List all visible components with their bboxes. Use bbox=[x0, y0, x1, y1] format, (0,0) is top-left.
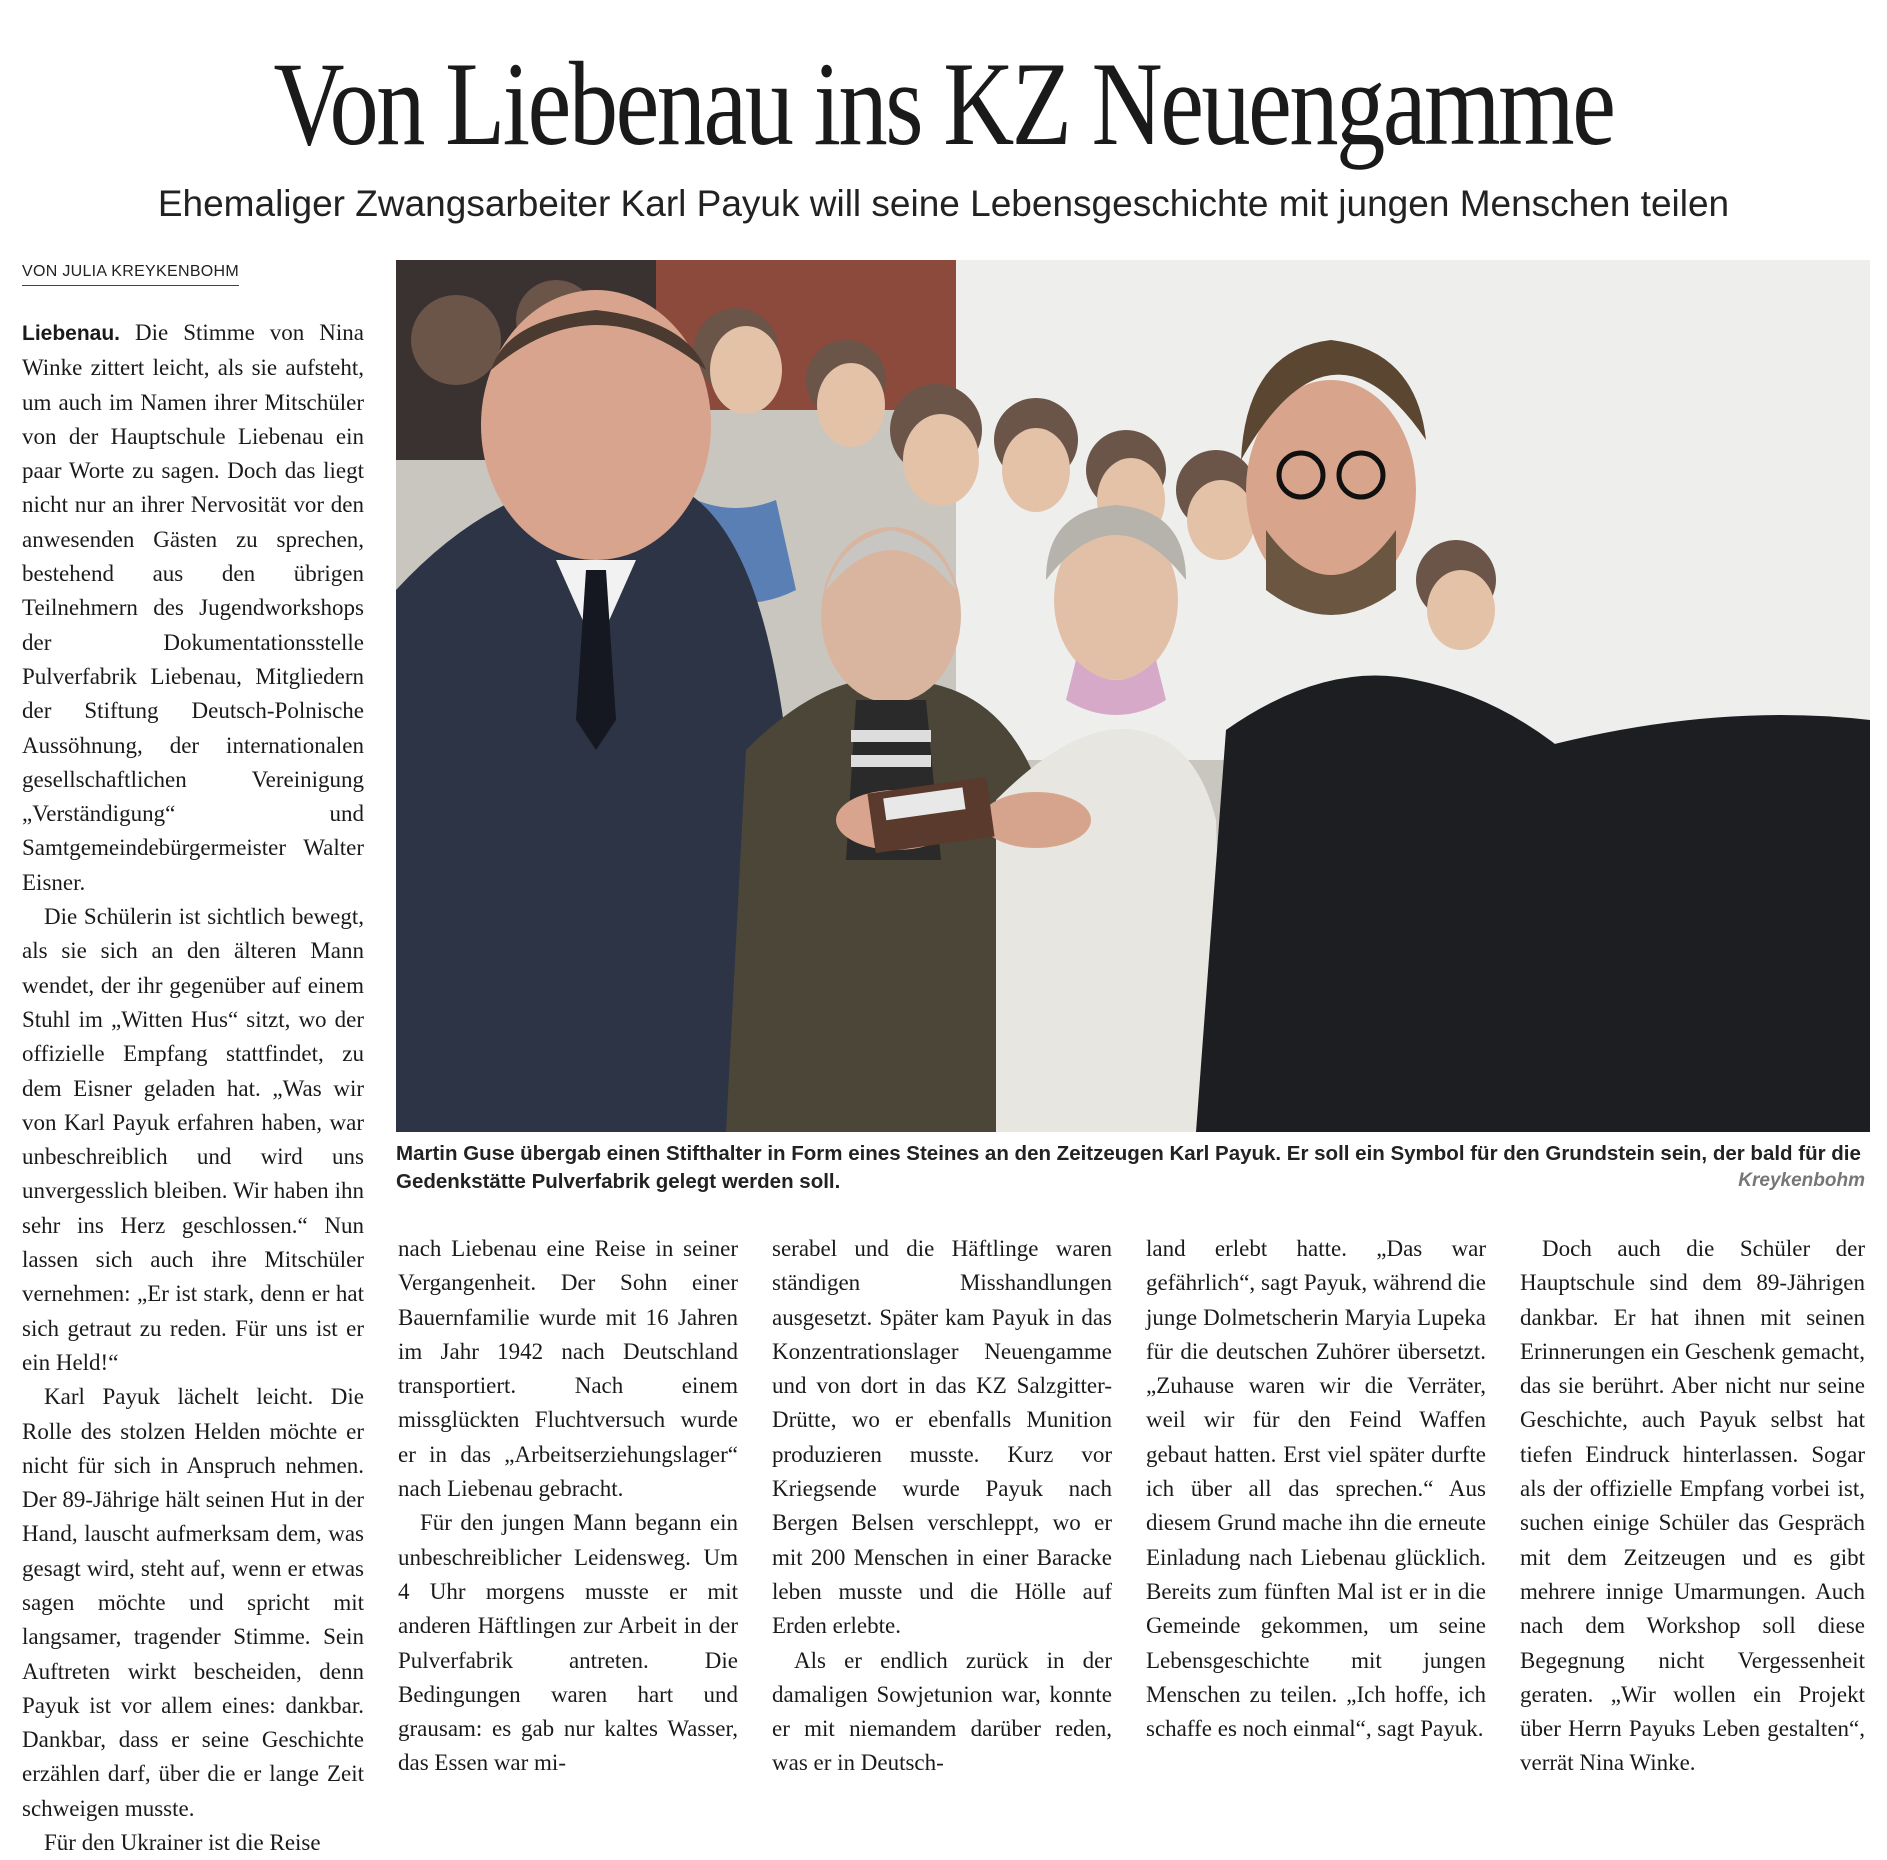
photo-caption: Martin Guse übergab einen Stifthalter in Form eines Steines an den Zeitzeugen Karl Payuk. Er soll ein Symbol für den Grundstein sein, der bald für die Gedenkstätte Pulverfabrik gelegt werden soll. bbox=[396, 1142, 1861, 1193]
article-paragraph: nach Liebenau eine Reise in seiner Vergangenheit. Der Sohn einer Bauernfamilie wurde mit 16 Jahren im Jahr 1942 nach Deutschland transportiert. Nach einem missglückten Fluchtversuch wurde er in das „Arbeitserziehungslager“ nach Liebenau gebracht. bbox=[398, 1236, 738, 1502]
article-paragraph: land erlebt hatte. „Das war gefährlich“, sagt Payuk, während die junge Dolmetscherin Maryia Lupeka für die deutschen Zuhörer übersetzt. „Zuhause waren wir die Verräter, weil wir für den Feind Waffen gebaut hatten. Erst viel später durfte ich über all das sprechen.“ Aus diesem Grund mache ihn die erneute Einladung nach Liebenau glücklich. Bereits zum fünften Mal ist er in die Gemeinde gekommen, um seine Lebensgeschichte mit jungen Menschen zu teilen. „Ich hoffe, ich schaffe es noch einmal“, sagt Payuk. bbox=[1146, 1236, 1486, 1742]
photo-credit: Kreykenbohm bbox=[1738, 1170, 1865, 1191]
paragraph-text: Die Stimme von Nina Winke zittert leicht, als sie aufsteht, um auch im Namen ihrer Mitschüler von der Hauptschule Liebenau ein paar Worte zu sagen. Doch das liegt nicht nur an ihrer Nervosität vor den anwesenden Gästen zu sprechen, bestehend aus den übrigen Teilnehmern des Jugendworkshops der Dokumentationsstelle Pulverfabrik Liebenau, Mitgliedern der Stiftung Deutsch-Polnische Aussöhnung, der internationalen gesellschaftlichen Vereinigung „Verständigung“ und Samtgemeindebürgermeister Walter Eisner. bbox=[22, 320, 364, 895]
byline: VON JULIA KREYKENBOHM bbox=[22, 262, 239, 286]
article-column-5 bbox=[1520, 1232, 1865, 1781]
article-paragraph: Als er endlich zurück in der damaligen Sowjetunion war, konnte er mit niemandem darüber reden, was er in Deutsch- bbox=[772, 1647, 1112, 1776]
article-paragraph: Doch auch die Schüler der Hauptschule sind dem 89-Jährigen dankbar. Er hat ihnen mit seinen Erinnerungen ein Geschenk gemacht, das sie berührt. Aber nicht nur seine Geschichte, auch Payuk selbst hat tiefen Eindruck hinterlassen. Sogar als der offizielle Empfang vorbei ist, suchen einige Schüler das Gespräch mit dem Zeitzeugen und es gibt mehrere innige Umarmungen. Auch nach dem Workshop soll diese Begegnung nicht Vergessenheit geraten. „Wir wollen ein Projekt über Herrn Payuks Leben gestalten“, verrät Nina Winke. bbox=[1520, 1236, 1865, 1776]
article-paragraph: Für den Ukrainer ist die Reise bbox=[44, 1830, 321, 1856]
article-paragraph bbox=[22, 316, 364, 900]
photo-illustration bbox=[396, 260, 1870, 1132]
article-paragraph: Für den jungen Mann begann ein unbeschreiblicher Leidensweg. Um 4 Uhr morgens musste er mit anderen Häftlingen zur Arbeit in der Pulverfabrik antreten. Die Bedingungen waren hart und grausam: es gab nur kaltes Wasser, das Essen war mi- bbox=[398, 1510, 738, 1776]
article-paragraph: Die Schülerin ist sichtlich bewegt, als sie sich an den älteren Mann wendet, der ihr gegenüber auf einem Stuhl im „Witten Hus“ sitzt, wo der offizielle Empfang stattfindet, zu dem Eisner geladen hat. „Was wir von Karl Payuk erfahren haben, war unbeschreiblich und wird uns unvergesslich bleiben. Wir haben ihn sehr ins Herz geschlossen.“ Nun lassen sich auch ihre Mitschüler vernehmen: „Er ist stark, denn er hat sich getraut zu reden. Für uns ist er ein Held!“ bbox=[22, 904, 364, 1375]
news-photo bbox=[396, 260, 1870, 1132]
dateline: Liebenau. bbox=[22, 322, 121, 345]
article-column-4 bbox=[1146, 1232, 1486, 1746]
article-column-2 bbox=[398, 1232, 738, 1781]
article-paragraph: serabel und die Häftlinge waren ständigen Misshandlungen ausgesetzt. Später kam Payuk in das Konzentrationslager Neuengamme und von dort in das KZ Salzgitter-Drütte, wo er ebenfalls Munition produzieren musste. Kurz vor Kriegsende wurde Payuk nach Bergen Belsen verschleppt, wo er mit 200 Menschen in einer Baracke leben musste und die Hölle auf Erden erlebte. bbox=[772, 1236, 1112, 1639]
article-paragraph: Karl Payuk lächelt leicht. Die Rolle des stolzen Helden möchte er nicht für sich in Anspruch nehmen. Der 89-Jährige hält seinen Hut in der Hand, lauscht aufmerksam dem, was gesagt wird, steht auf, wenn er etwas sagen möchte und spricht mit langsamer, tragender Stimme. Sein Auftreten wirkt bescheiden, denn Payuk ist vor allem eines: dankbar. Dankbar, dass er seine Geschichte erzählen darf, über die er lange Zeit schweigen musste. bbox=[22, 1384, 364, 1821]
subheadline: Ehemaliger Zwangsarbeiter Karl Payuk will seine Lebensgeschichte mit jungen Menschen teilen bbox=[157, 183, 1730, 224]
headline: Von Liebenau ins KZ Neuengamme bbox=[273, 37, 1614, 170]
article-column-1 bbox=[22, 316, 364, 1860]
article-column-3 bbox=[772, 1232, 1112, 1781]
